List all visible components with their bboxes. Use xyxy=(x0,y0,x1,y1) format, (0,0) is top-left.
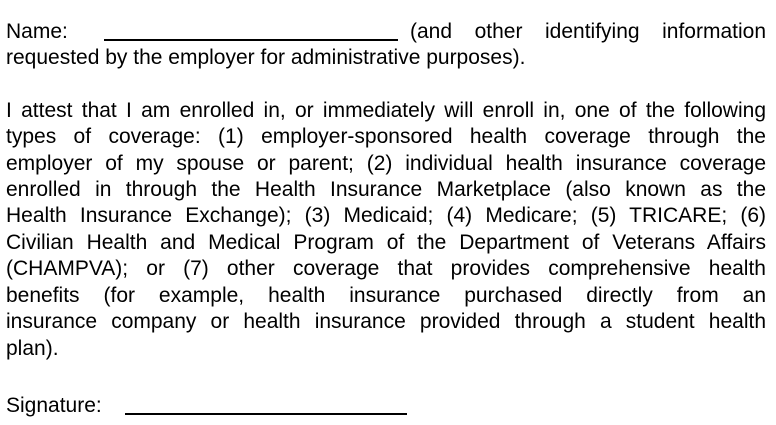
signature-blank-line[interactable] xyxy=(125,393,407,415)
signature-label: Signature: xyxy=(6,394,102,417)
attestation-line: employer of my spouse or parent; (2) individual health insurance coverage xyxy=(6,152,766,175)
attestation-line: enrolled in through the Health Insurance Marketplace (also known as the xyxy=(6,178,766,201)
name-suffix-continuation: requested by the employer for administrative purposes). xyxy=(6,46,526,69)
attestation-line: benefits (for example, health insurance purchased directly from an xyxy=(6,284,766,307)
attestation-line: Civilian Health and Medical Program of the Department of Veterans Affairs xyxy=(6,231,766,254)
attestation-line: I attest that I am enrolled in, or immediately will enroll in, one of the following xyxy=(6,99,766,122)
name-blank-line[interactable] xyxy=(104,19,398,41)
name-suffix-text: (and other identifying information xyxy=(410,20,766,43)
attestation-line: plan). xyxy=(6,337,59,360)
name-row xyxy=(6,19,766,45)
attestation-line: Health Insurance Exchange); (3) Medicaid; (4) Medicare; (5) TRICARE; (6) xyxy=(6,204,766,227)
name-label: Name: xyxy=(6,20,68,43)
attestation-line: (CHAMPVA); or (7) other coverage that provides comprehensive health xyxy=(6,257,766,280)
attestation-line: insurance company or health insurance provided through a student health xyxy=(6,310,766,333)
attestation-line: types of coverage: (1) employer-sponsored health coverage through the xyxy=(6,125,766,148)
